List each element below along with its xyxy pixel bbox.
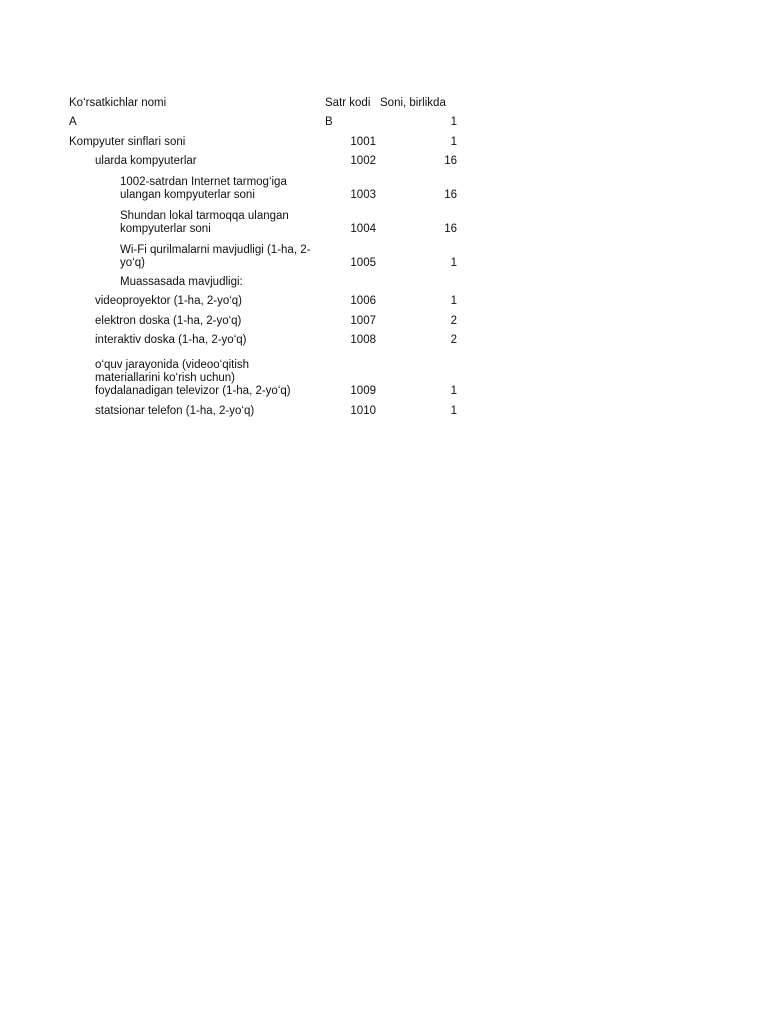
row-label: statsionar telefon (1-ha, 2-yo‘q) bbox=[95, 405, 255, 417]
row-value: 16 bbox=[444, 155, 457, 167]
row-label: interaktiv doska (1-ha, 2-yo‘q) bbox=[95, 334, 247, 346]
row-label: videoproyektor (1-ha, 2-yo‘q) bbox=[95, 295, 243, 307]
row-value: 16 bbox=[444, 189, 457, 201]
row-label: Kompyuter sinflari soni bbox=[69, 136, 186, 148]
row-label: elektron doska (1-ha, 2-yo‘q) bbox=[95, 315, 242, 327]
row-value: 1 bbox=[450, 405, 457, 417]
row-label-line: ulangan kompyuterlar soni bbox=[120, 189, 255, 201]
column-letter-a: A bbox=[69, 116, 77, 128]
row-label-line: Shundan lokal tarmoqqa ulangan bbox=[120, 210, 289, 222]
row-code: 1005 bbox=[350, 257, 376, 269]
row-value: 1 bbox=[450, 136, 457, 148]
row-code: 1009 bbox=[350, 385, 376, 397]
row-code: 1004 bbox=[350, 223, 376, 235]
section-label: Muassasada mavjudligi: bbox=[120, 276, 243, 288]
row-label-line: o‘quv jarayonida (videoo‘qitish bbox=[95, 359, 250, 371]
row-label-line: kompyuterlar soni bbox=[120, 223, 211, 235]
row-code: 1002 bbox=[350, 155, 376, 167]
row-code: 1010 bbox=[350, 405, 376, 417]
row-code: 1003 bbox=[350, 189, 376, 201]
row-label-line: yo‘q) bbox=[120, 257, 145, 269]
header-row-code: Satr kodi bbox=[325, 97, 371, 109]
header-indicator-name: Ko‘rsatkichlar nomi bbox=[69, 97, 167, 109]
row-value: 2 bbox=[450, 315, 457, 327]
column-number-1: 1 bbox=[450, 116, 457, 128]
header-quantity: Soni, birlikda bbox=[380, 97, 446, 109]
row-value: 2 bbox=[450, 334, 457, 346]
row-label-line: 1002-satrdan Internet tarmog‘iga bbox=[120, 176, 287, 188]
row-code: 1001 bbox=[350, 136, 376, 148]
row-value: 1 bbox=[450, 257, 457, 269]
row-label-line: materiallarini ko‘rish uchun) bbox=[95, 372, 235, 384]
row-code: 1008 bbox=[350, 334, 376, 346]
row-label-line: Wi-Fi qurilmalarni mavjudligi (1-ha, 2- bbox=[120, 244, 311, 256]
row-value: 1 bbox=[450, 385, 457, 397]
row-label-line: foydalanadigan televizor (1-ha, 2-yo‘q) bbox=[95, 385, 291, 397]
column-letter-b: B bbox=[325, 116, 333, 128]
row-code: 1007 bbox=[350, 315, 376, 327]
row-label: ularda kompyuterlar bbox=[95, 155, 197, 167]
row-code: 1006 bbox=[350, 295, 376, 307]
row-value: 16 bbox=[444, 223, 457, 235]
row-value: 1 bbox=[450, 295, 457, 307]
